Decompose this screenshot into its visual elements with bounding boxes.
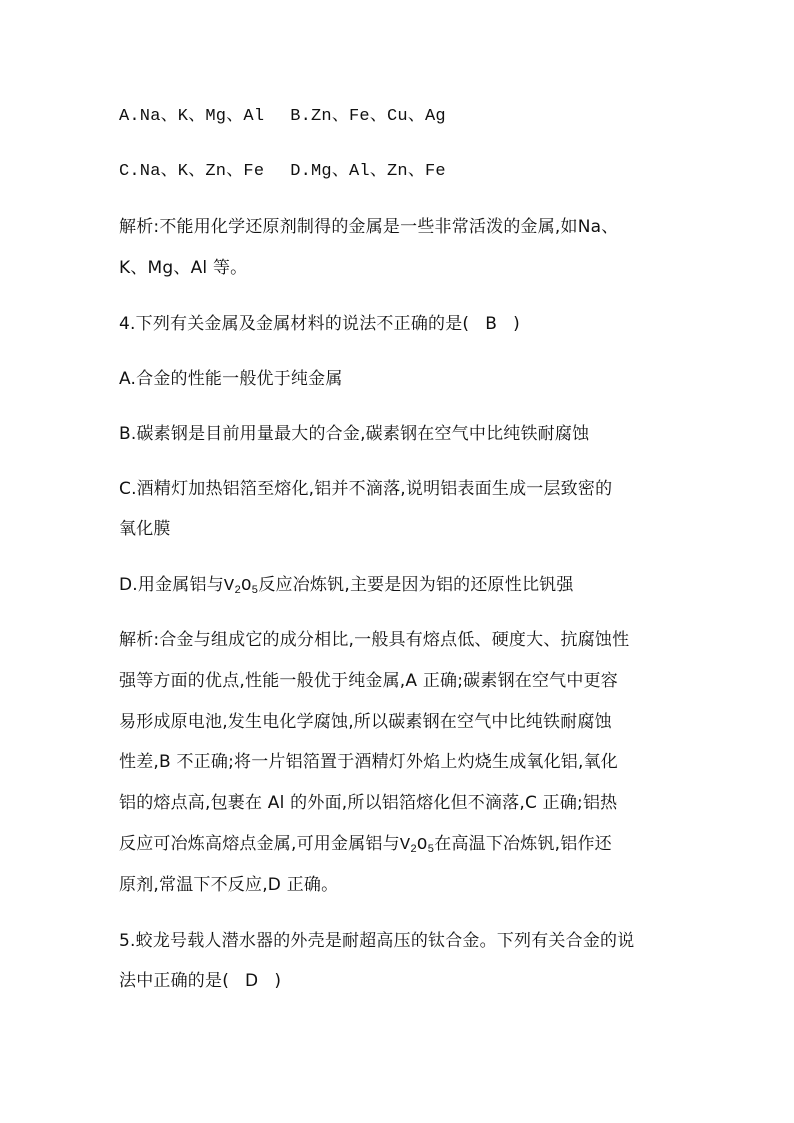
q3-analysis-line-1: 解析:不能用化学还原剂制得的金属是一些非常活泼的金属,如Na、	[119, 217, 619, 237]
q5-stem-line-2: 法中正确的是( D )	[119, 971, 282, 991]
q3-option-b: B.Zn、Fe、Cu、Ag	[290, 107, 446, 126]
q4-analysis-line-5: 铝的熔点高,包裹在 Al 的外面,所以铝箔熔化但不滴落,C 正确;铝热	[119, 793, 618, 813]
q3-option-c: C.Na、K、Zn、Fe	[119, 162, 265, 181]
q4-analysis-line-4: 性差,B 不正确;将一片铝箔置于酒精灯外焰上灼烧生成氧化铝,氧化	[119, 752, 619, 772]
q4-option-a: A.合金的性能一般优于纯金属	[119, 369, 343, 389]
q5-stem-line-1: 5.蛟龙号载人潜水器的外壳是耐超高压的钛合金。下列有关合金的说	[119, 931, 635, 951]
q4-analysis-line-2: 强等方面的优点,性能一般优于纯金属,A 正确;碳素钢在空气中更容	[119, 671, 618, 691]
q4-option-d-pre: D.用金属铝与	[119, 575, 224, 595]
q3-option-d: D.Mg、Al、Zn、Fe	[290, 162, 446, 181]
q3-options-row-2	[119, 162, 446, 182]
q4-stem	[119, 314, 520, 334]
q4-answer: B	[485, 314, 498, 334]
q5-answer: D	[245, 971, 259, 991]
q4-option-d-post: 反应冶炼钒,主要是因为铝的还原性比钒强	[258, 575, 574, 595]
q4-analysis-line-6: 反应可冶炼高熔点金属,可用金属铝与$V_2O_5$在高温下冶炼钒,铝作还	[119, 834, 612, 856]
q3-option-a: A.Na、K、Mg、Al	[119, 107, 265, 126]
q4-analysis-formula: $V_2O_5$	[399, 836, 435, 856]
q4-stem-close: )	[513, 314, 520, 334]
q4-option-d	[119, 575, 574, 597]
q4-analysis-line-3: 易形成原电池,发生电化学腐蚀,所以碳素钢在空气中比纯铁耐腐蚀	[119, 712, 612, 732]
q4-option-c-line-1: C.酒精灯加热铝箔至熔化,铝并不滴落,说明铝表面生成一层致密的	[119, 479, 613, 499]
q4-stem-text: 4.下列有关金属及金属材料的说法不正确的是(	[119, 314, 470, 334]
q3-analysis-line-2: K、Mg、Al 等。	[119, 258, 248, 278]
q4-option-b: B.碳素钢是目前用量最大的合金,碳素钢在空气中比纯铁耐腐蚀	[119, 424, 590, 444]
q4-analysis-line-1: 解析:合金与组成它的成分相比,一般具有熔点低、硬度大、抗腐蚀性	[119, 630, 630, 650]
q3-options-row-1	[119, 107, 446, 127]
q4-analysis-line-7: 原剂,常温下不反应,D 正确。	[119, 875, 339, 895]
q4-option-d-formula: $V_2O_5$	[223, 577, 259, 597]
q4-option-c-line-2: 氧化膜	[119, 519, 171, 539]
